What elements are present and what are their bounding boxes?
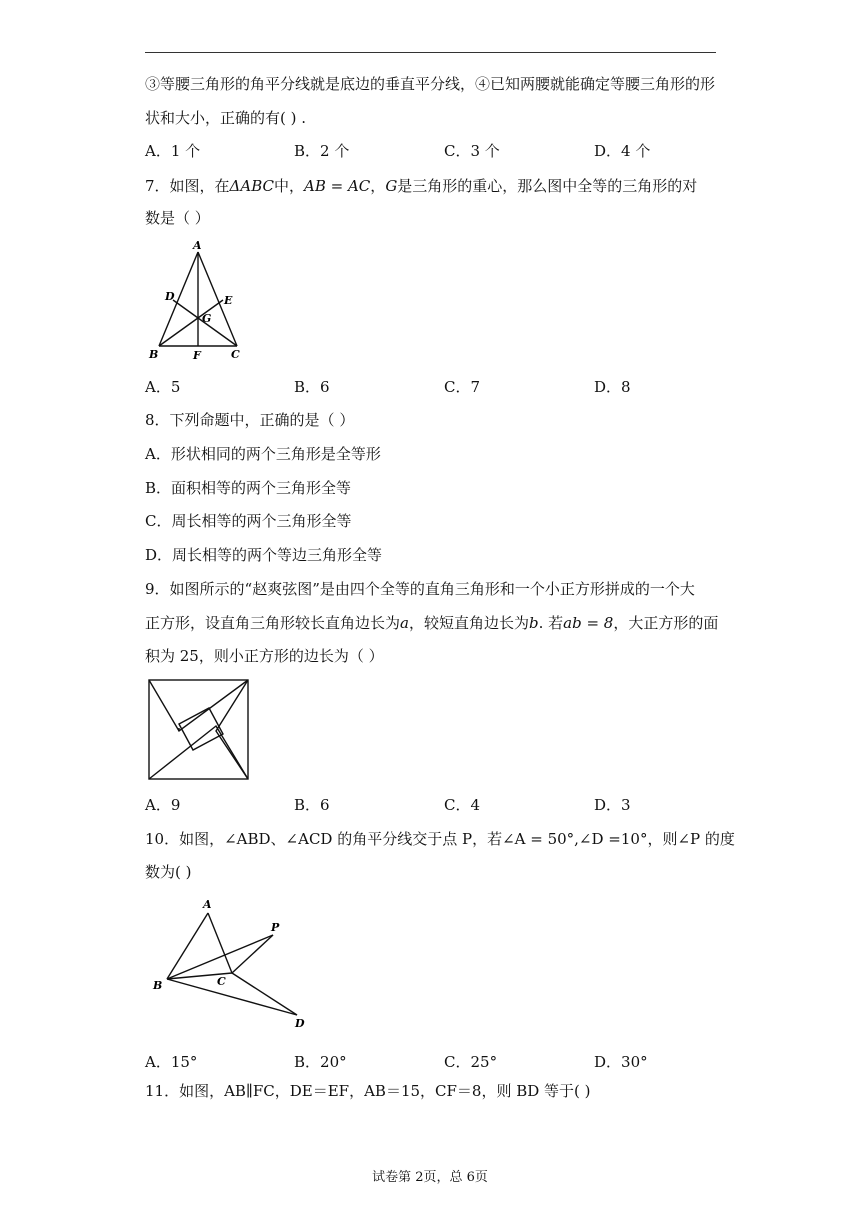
q10-option-a: A．15° [145,1053,198,1071]
q10-option-b: B．20° [294,1053,347,1071]
q6-option-c: C．3 个 [444,142,500,160]
q9-stem-line2 [145,613,718,633]
q9-stem-text-4: ，大正方形的面 [613,614,719,632]
q7-stem-text-2: 中， [274,177,305,195]
q9-stem-text-3: . 若 [538,614,564,632]
q10-label-p: P [271,921,280,934]
q9-option-a: A．9 [145,796,181,814]
q8-choice-a: A．形状相同的两个三角形是全等形 [145,445,381,463]
q7-stem-line1 [145,176,697,196]
q7-stem-line2: 数是（ ） [145,209,210,227]
q7-stem-text-4: 是三角形的重心，那么图中全等的三角形的对 [397,177,698,195]
q9-stem-text-2: ，较短直角边长为 [408,614,529,632]
q9-option-c: C．4 [444,796,481,814]
q10-stem-line1: 10．如图，∠ABD、∠ACD 的角平分线交于点 P，若∠A = 50°,∠D =10°，则∠P 的度 [145,830,735,848]
q6-option-a: A．1 个 [145,142,201,160]
q10-angle-figure [145,895,315,1035]
q7-option-c: C．7 [444,378,481,396]
q7-label-c: C [231,348,240,361]
q11-stem-line1: 11．如图，AB∥FC，DE＝EF，AB＝15，CF＝8，则 BD 等于( ) [145,1082,591,1100]
header-rule [145,52,716,53]
q8-choice-b: B．面积相等的两个三角形全等 [145,479,352,497]
q7-option-b: B．6 [294,378,330,396]
q8-choice-d: D．周长相等的两个等边三角形全等 [145,546,383,564]
q7-label-a: A [193,239,202,252]
q10-label-c: C [217,975,226,988]
q7-option-a: A．5 [145,378,181,396]
q10-label-d: D [295,1017,305,1030]
q9-equation: ab = 8 [563,614,614,632]
q7-triangle-abc: ΔABC [229,177,274,195]
q7-stem-text-1: 7．如图，在 [145,177,230,195]
q7-equation: AB = AC [304,177,371,195]
q7-label-f: F [193,349,201,362]
q7-triangle-figure [145,238,255,363]
q7-var-g: G [385,177,398,195]
q9-stem-line1: 9．如图所示的“赵爽弦图”是由四个全等的直角三角形和一个小正方形拼成的一个大 [145,580,695,598]
q7-label-d: D [165,290,175,303]
q10-stem-line2: 数为( ) [145,863,192,881]
q9-option-b: B．6 [294,796,330,814]
q9-stem-text-1: 正方形，设直角三角形较长直角边长为 [145,614,401,632]
q7-label-b: B [149,348,159,361]
q7-stem-text-3: ， [370,177,386,195]
q6-stem-line1: ③等腰三角形的角平分线就是底边的垂直平分线，④已知两腰就能确定等腰三角形的形 [145,75,716,93]
q9-var-a: a [400,614,409,632]
q6-option-d: D．4 个 [594,142,651,160]
q8-choice-c: C．周长相等的两个三角形全等 [145,512,352,530]
q7-label-e: E [224,294,233,307]
q7-option-d: D．8 [594,378,631,396]
q10-option-c: C．25° [444,1053,498,1071]
q9-zhao-shuang-figure [145,676,253,782]
q7-label-g: G [202,312,212,325]
q6-stem-line2: 状和大小，正确的有( ) . [145,109,307,127]
q6-option-b: B．2 个 [294,142,350,160]
q9-stem-line3: 积为 25，则小正方形的边长为（ ） [145,647,384,665]
q10-label-b: B [153,979,163,992]
q9-var-b: b [528,614,539,632]
q10-option-d: D．30° [594,1053,648,1071]
page-footer: 试卷第 2页，总 6页 [372,1170,488,1185]
q10-label-a: A [203,898,212,911]
q8-stem: 8．下列命题中，正确的是（ ） [145,411,355,429]
q9-option-d: D．3 [594,796,631,814]
